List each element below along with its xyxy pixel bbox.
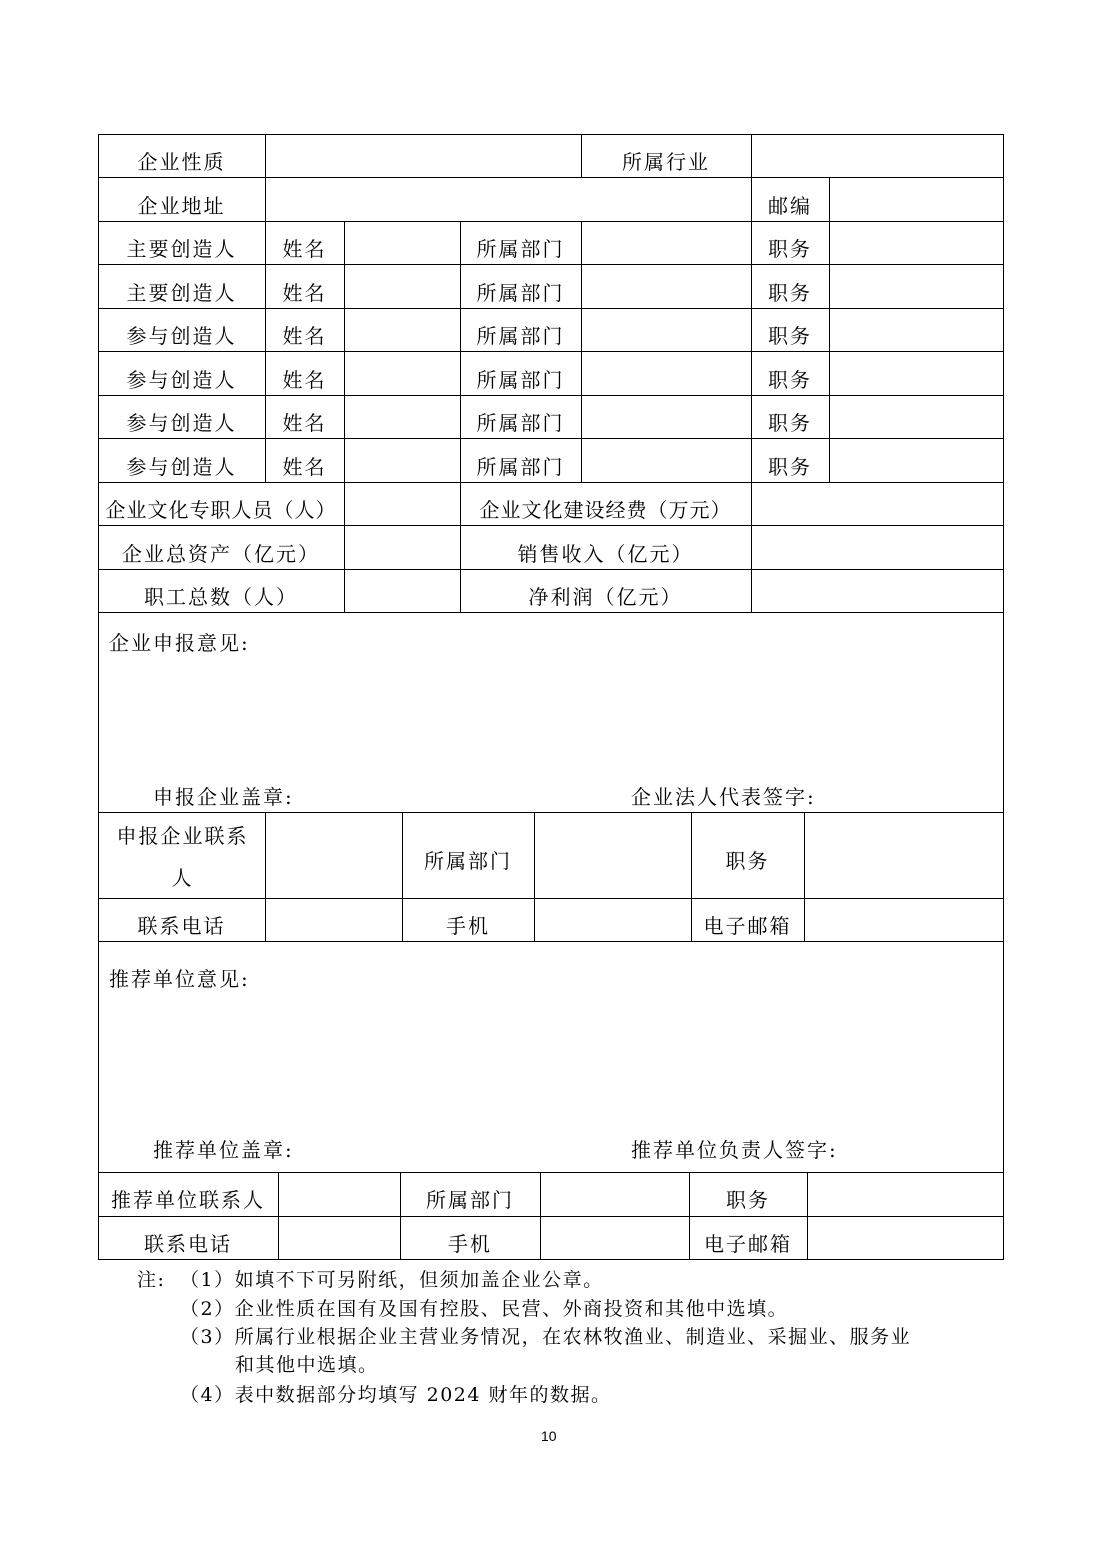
postcode-field[interactable] <box>830 178 1003 221</box>
creator-dept-label: 所属部门 <box>476 237 565 261</box>
creator-dept-field[interactable] <box>582 309 751 351</box>
page-number: 10 <box>541 1428 557 1444</box>
employee-count-field[interactable] <box>345 570 460 612</box>
creator-name-label: 姓名 <box>282 455 327 479</box>
creator-role-label: 参与创造人 <box>126 368 237 392</box>
recommender-phone-label: 联系电话 <box>144 1232 232 1256</box>
creator-position-field[interactable] <box>830 352 1003 395</box>
recommender-mobile-field[interactable] <box>541 1217 689 1259</box>
notes-prefix: 注: <box>137 1269 166 1291</box>
enterprise-email-label: 电子邮箱 <box>703 914 792 938</box>
creator-name-field[interactable] <box>345 396 460 438</box>
enterprise-opinion-title: 企业申报意见: <box>109 631 250 655</box>
creator-position-label: 职务 <box>768 368 812 392</box>
enterprise-nature-label: 企业性质 <box>137 150 226 174</box>
note-item: （1）如填不下可另附纸，但须加盖企业公章。 <box>180 1269 604 1291</box>
creator-name-label: 姓名 <box>282 411 327 435</box>
creator-position-label: 职务 <box>768 455 812 479</box>
enterprise-phone-field[interactable] <box>266 899 402 941</box>
culture-staff-label: 企业文化专职人员（人） <box>105 498 337 522</box>
enterprise-email-field[interactable] <box>805 899 1003 941</box>
creator-name-field[interactable] <box>345 309 460 351</box>
creator-dept-field[interactable] <box>582 265 751 308</box>
enterprise-mobile-label: 手机 <box>446 914 490 938</box>
enterprise-mobile-field[interactable] <box>535 899 691 941</box>
employee-count-label: 职工总数（人） <box>144 585 298 609</box>
creator-dept-label: 所属部门 <box>476 455 565 479</box>
postcode-label: 邮编 <box>768 194 812 218</box>
creator-position-label: 职务 <box>768 281 812 305</box>
industry-field[interactable] <box>752 135 1003 177</box>
creator-dept-label: 所属部门 <box>476 411 565 435</box>
enterprise-phone-label: 联系电话 <box>137 914 226 938</box>
creator-name-label: 姓名 <box>282 368 327 392</box>
industry-label: 所属行业 <box>622 150 710 174</box>
creator-name-field[interactable] <box>345 265 460 308</box>
creator-position-label: 职务 <box>768 237 812 261</box>
enterprise-seal-label: 申报企业盖章: <box>153 785 294 809</box>
creator-role-label: 参与创造人 <box>126 411 237 435</box>
creator-name-label: 姓名 <box>282 281 327 305</box>
creator-role-label: 主要创造人 <box>126 237 237 261</box>
creator-role-label: 主要创造人 <box>126 281 237 305</box>
recommender-head-signature-label: 推荐单位负责人签字: <box>631 1138 838 1162</box>
recommender-opinion-title: 推荐单位意见: <box>109 967 250 991</box>
creator-position-label: 职务 <box>768 324 812 348</box>
creator-role-label: 参与创造人 <box>126 324 237 348</box>
note-item: 和其他中选填。 <box>235 1354 379 1376</box>
creator-position-field[interactable] <box>830 439 1003 482</box>
enterprise-address-field[interactable] <box>266 178 751 221</box>
creator-name-field[interactable] <box>345 352 460 395</box>
enterprise-contact-dept-field[interactable] <box>535 813 691 898</box>
creator-position-field[interactable] <box>830 222 1003 264</box>
recommender-contact-position-field[interactable] <box>808 1173 1003 1216</box>
net-profit-label: 净利润（亿元） <box>528 585 683 609</box>
recommender-contact-dept-field[interactable] <box>541 1173 689 1216</box>
creator-role-label: 参与创造人 <box>126 455 237 479</box>
culture-staff-field[interactable] <box>345 483 460 525</box>
creator-name-label: 姓名 <box>282 324 327 348</box>
legal-rep-signature-label: 企业法人代表签字: <box>631 785 816 809</box>
note-item: （2）企业性质在国有及国有控股、民营、外商投资和其他中选填。 <box>180 1298 789 1320</box>
culture-budget-field[interactable] <box>752 483 1003 525</box>
recommender-contact-field[interactable] <box>279 1173 400 1216</box>
creator-name-label: 姓名 <box>282 237 327 261</box>
enterprise-contact-position-field[interactable] <box>805 813 1003 898</box>
recommender-email-field[interactable] <box>808 1217 1003 1259</box>
note-item: （4）表中数据部分均填写 2024 财年的数据。 <box>180 1384 612 1406</box>
creator-dept-label: 所属部门 <box>476 281 565 305</box>
recommender-mobile-label: 手机 <box>448 1232 492 1256</box>
table-border <box>1003 134 1004 1260</box>
enterprise-contact-field[interactable] <box>266 813 402 898</box>
creator-dept-field[interactable] <box>582 439 751 482</box>
creator-position-field[interactable] <box>830 396 1003 438</box>
creator-dept-field[interactable] <box>582 222 751 264</box>
enterprise-contact-label: 申报企业联系人 <box>116 824 249 890</box>
creator-position-label: 职务 <box>768 411 812 435</box>
recommender-email-label: 电子邮箱 <box>704 1232 792 1256</box>
creator-dept-field[interactable] <box>582 352 751 395</box>
creator-name-field[interactable] <box>345 222 460 264</box>
enterprise-contact-dept-label: 所属部门 <box>424 848 512 873</box>
note-item: （3）所属行业根据企业主营业务情况，在农林牧渔业、制造业、采掘业、服务业 <box>180 1326 912 1348</box>
creator-name-field[interactable] <box>345 439 460 482</box>
net-profit-field[interactable] <box>752 570 1003 612</box>
creator-position-field[interactable] <box>830 265 1003 308</box>
recommender-contact-position-label: 职务 <box>726 1188 770 1212</box>
creator-dept-field[interactable] <box>582 396 751 438</box>
culture-budget-label: 企业文化建设经费（万元） <box>479 498 732 522</box>
recommender-contact-dept-label: 所属部门 <box>426 1188 514 1212</box>
sales-revenue-label: 销售收入（亿元） <box>517 542 694 566</box>
recommender-seal-label: 推荐单位盖章: <box>153 1138 294 1162</box>
creator-position-field[interactable] <box>830 309 1003 351</box>
creator-dept-label: 所属部门 <box>476 324 565 348</box>
recommender-phone-field[interactable] <box>279 1217 400 1259</box>
enterprise-nature-field[interactable] <box>266 135 581 177</box>
enterprise-contact-position-label: 职务 <box>725 848 770 873</box>
enterprise-address-label: 企业地址 <box>137 194 226 218</box>
creator-dept-label: 所属部门 <box>476 368 565 392</box>
total-assets-label: 企业总资产（亿元） <box>122 542 320 566</box>
total-assets-field[interactable] <box>345 526 460 569</box>
recommender-contact-label: 推荐单位联系人 <box>111 1188 265 1212</box>
sales-revenue-field[interactable] <box>752 526 1003 569</box>
